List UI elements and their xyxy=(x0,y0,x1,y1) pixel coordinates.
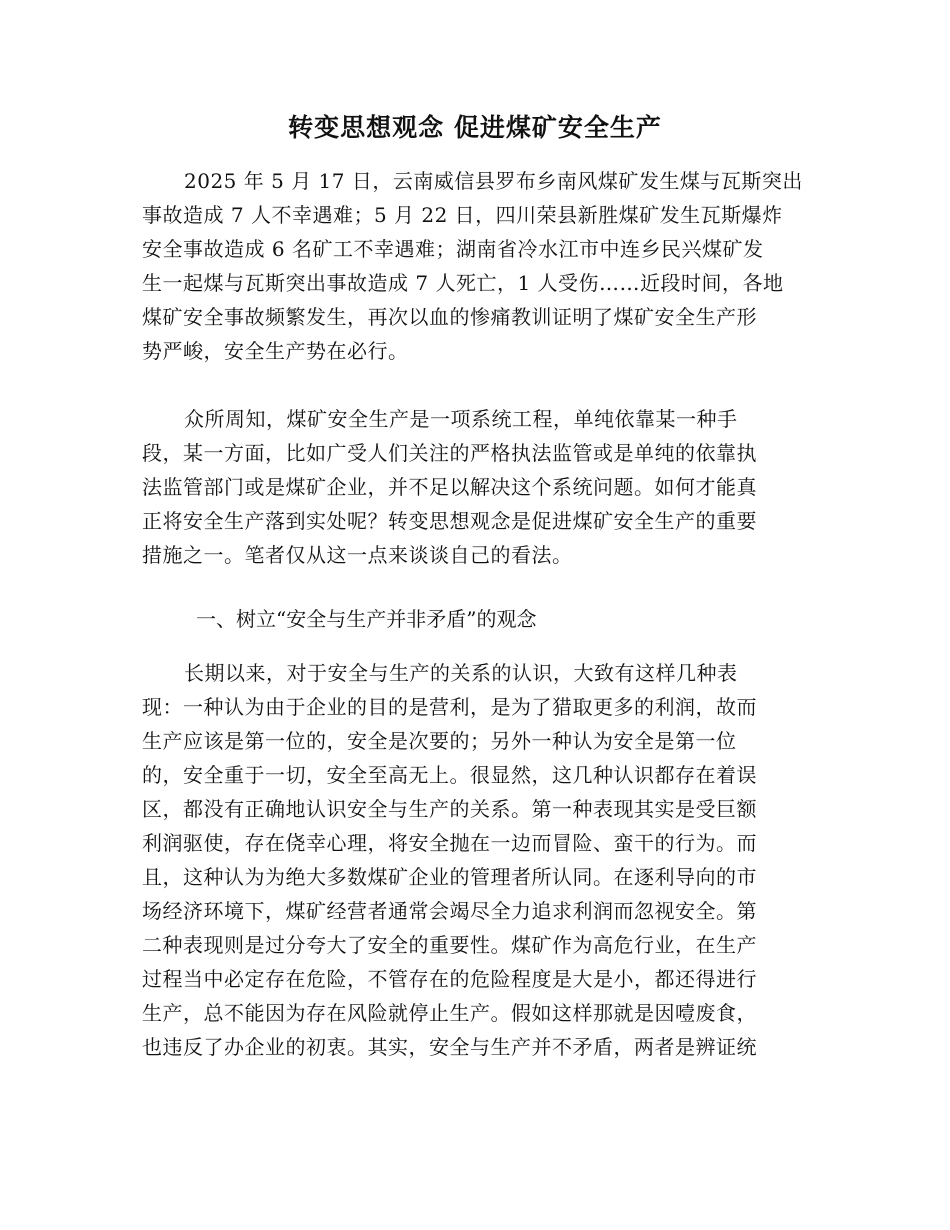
paragraph-line: 也违反了办企业的初衷。其实，安全与生产并不矛盾，两者是辨证统 xyxy=(142,1035,757,1059)
paragraph-line: 正将安全生产落到实处呢？转变思想观念是促进煤矿安全生产的重要 xyxy=(142,509,757,533)
paragraph-line: 安全事故造成 6 名矿工不幸遇难；湖南省冷水江市中连乡民兴煤矿发 xyxy=(142,237,764,261)
paragraph-line: 生产应该是第一位的，安全是次要的；另外一种认为安全是第一位 xyxy=(142,729,737,753)
paragraph-2 xyxy=(142,402,808,572)
paragraph-line: 生一起煤与瓦斯突出事故造成 7 人死亡，1 人受伤……近段时间，各地 xyxy=(142,271,784,295)
paragraph-line: 二种表现则是过分夸大了安全的重要性。煤矿作为高危行业，在生产 xyxy=(142,933,757,957)
paragraph-line: 且，这种认为为绝大多数煤矿企业的管理者所认同。在逐利导向的市 xyxy=(142,865,757,889)
section-heading-block xyxy=(142,602,808,636)
paragraph-line: 现：一种认为由于企业的目的是营利，是为了猎取更多的利润，故而 xyxy=(142,695,757,719)
paragraph-line: 区，都没有正确地认识安全与生产的关系。第一种表现其实是受巨额 xyxy=(142,797,757,821)
paragraph-line: 事故造成 7 人不幸遇难；5 月 22 日，四川荣县新胜煤矿发生瓦斯爆炸 xyxy=(142,203,783,227)
paragraph-line: 长期以来，对于安全与生产的关系的认识，大致有这样几种表 xyxy=(184,661,738,685)
paragraph-line: 生产，总不能因为存在风险就停止生产。假如这样那就是因噎废食， xyxy=(142,1001,757,1025)
document-title: 转变思想观念 促进煤矿安全生产 xyxy=(288,113,662,142)
paragraph-1 xyxy=(142,164,808,368)
paragraph-line: 场经济环境下，煤矿经营者通常会竭尽全力追求利润而忽视安全。第 xyxy=(142,899,757,923)
paragraph-line: 2025 年 5 月 17 日，云南威信县罗布乡南风煤矿发生煤与瓦斯突出 xyxy=(184,169,803,193)
section-heading: 一、树立“安全与生产并非矛盾”的观念 xyxy=(196,607,537,631)
paragraph-line: 的，安全重于一切，安全至高无上。很显然，这几种认识都存在着误 xyxy=(142,763,757,787)
paragraph-line: 利润驱使，存在侥幸心理，将安全抛在一边而冒险、蛮干的行为。而 xyxy=(142,831,757,855)
paragraph-line: 法监管部门或是煤矿企业，并不足以解决这个系统问题。如何才能真 xyxy=(142,475,757,499)
paragraph-line: 势严峻，安全生产势在必行。 xyxy=(142,339,409,363)
paragraph-line: 众所周知，煤矿安全生产是一项系统工程，单纯依靠某一种手 xyxy=(184,407,738,431)
paragraph-line: 过程当中必定存在危险，不管存在的危险程度是大是小，都还得进行 xyxy=(142,967,757,991)
paragraph-3 xyxy=(142,656,808,1064)
paragraph-line: 段，某一方面，比如广受人们关注的严格执法监管或是单纯的依靠执 xyxy=(142,441,757,465)
paragraph-line: 煤矿安全事故频繁发生，再次以血的惨痛教训证明了煤矿安全生产形 xyxy=(142,305,757,329)
paragraph-line: 措施之一。笔者仅从这一点来谈谈自己的看法。 xyxy=(142,543,573,567)
